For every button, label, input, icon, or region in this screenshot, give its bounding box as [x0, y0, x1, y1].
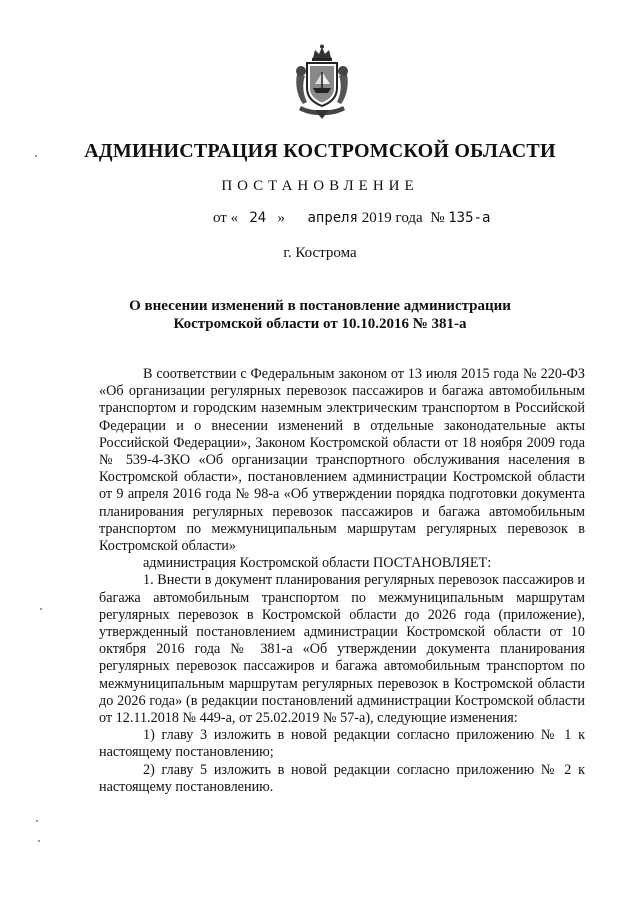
organization-title: АДМИНИСТРАЦИЯ КОСТРОМСКОЙ ОБЛАСТИ [84, 140, 556, 162]
coat-of-arms-icon [293, 44, 351, 120]
subject-line-2: Костромской области от 10.10.2016 № 381-а [173, 316, 467, 332]
scan-speck [38, 840, 40, 842]
date-prefix: от « [213, 210, 239, 226]
paragraph-subitem-2: 2) главу 5 изложить в новой редакции согласно приложению № 2 к настоящему постановлению. [99, 761, 585, 795]
date-year: 2019 года [361, 210, 423, 226]
date-month: апреля [307, 210, 359, 226]
date-day: 24 [249, 210, 267, 226]
paragraph-resolves: администрация Костромской области ПОСТАНОВЛЯЕТ: [143, 555, 492, 572]
scan-speck [36, 820, 38, 822]
date-sep: » [277, 210, 285, 226]
city: г. Кострома [283, 245, 357, 261]
date-line [213, 210, 490, 227]
paragraph-subitem-1: 1) главу 3 изложить в новой редакции согласно приложению № 1 к настоящему постановлению; [99, 727, 585, 761]
scan-speck [40, 608, 42, 610]
document-subject [0, 297, 640, 333]
paragraph-preamble: В соответствии с Федеральным законом от 13 июля 2015 года № 220-ФЗ «Об организации регулярных перевозок пассажиров и багажа автомобильным транспортом и городским наземным электрическим транспортом в Российской Федерации и о внесении изменений в отдельные законодательные акты Российской Федерации», Законом Костромской области от 18 ноября 2009 года № 539-4-ЗКО «Об организации транспортного обслуживания населения в Костромской области», постановлением администрации Костромской области от 9 апреля 2016 года № 98-а «Об утверждении порядка подготовки документа планирования регулярных перевозок пассажиров и багажа автомобильным транспортом по межмуниципальным маршрутам регулярных перевозок в Костромской области» [99, 366, 585, 555]
subject-line-1: О внесении изменений в постановление администрации [129, 298, 511, 314]
document-body [99, 366, 585, 796]
document-type: ПОСТАНОВЛЕНИЕ [221, 178, 419, 194]
paragraph-item-1: 1. Внести в документ планирования регулярных перевозок пассажиров и багажа автомобильным транспортом по межмуниципальным маршрутам регулярных перевозок в Костромской области до 2026 года (приложение), утвержденный постановлением администрации Костромской области от 10 октября 2016 года № 381-а «Об утверждении документа планирования регулярных перевозок пассажиров и багажа автомобильным транспортом по межмуниципальным маршрутам регулярных перевозок в Костромской области до 2026 года» (в редакции постановлений администрации Костромской области от 12.11.2018 № 449-а, от 25.02.2019 № 57-а), следующие изменения: [99, 572, 585, 727]
scan-speck [35, 155, 37, 157]
number-sign: № [430, 210, 445, 226]
document-number: 135-а [448, 210, 491, 226]
